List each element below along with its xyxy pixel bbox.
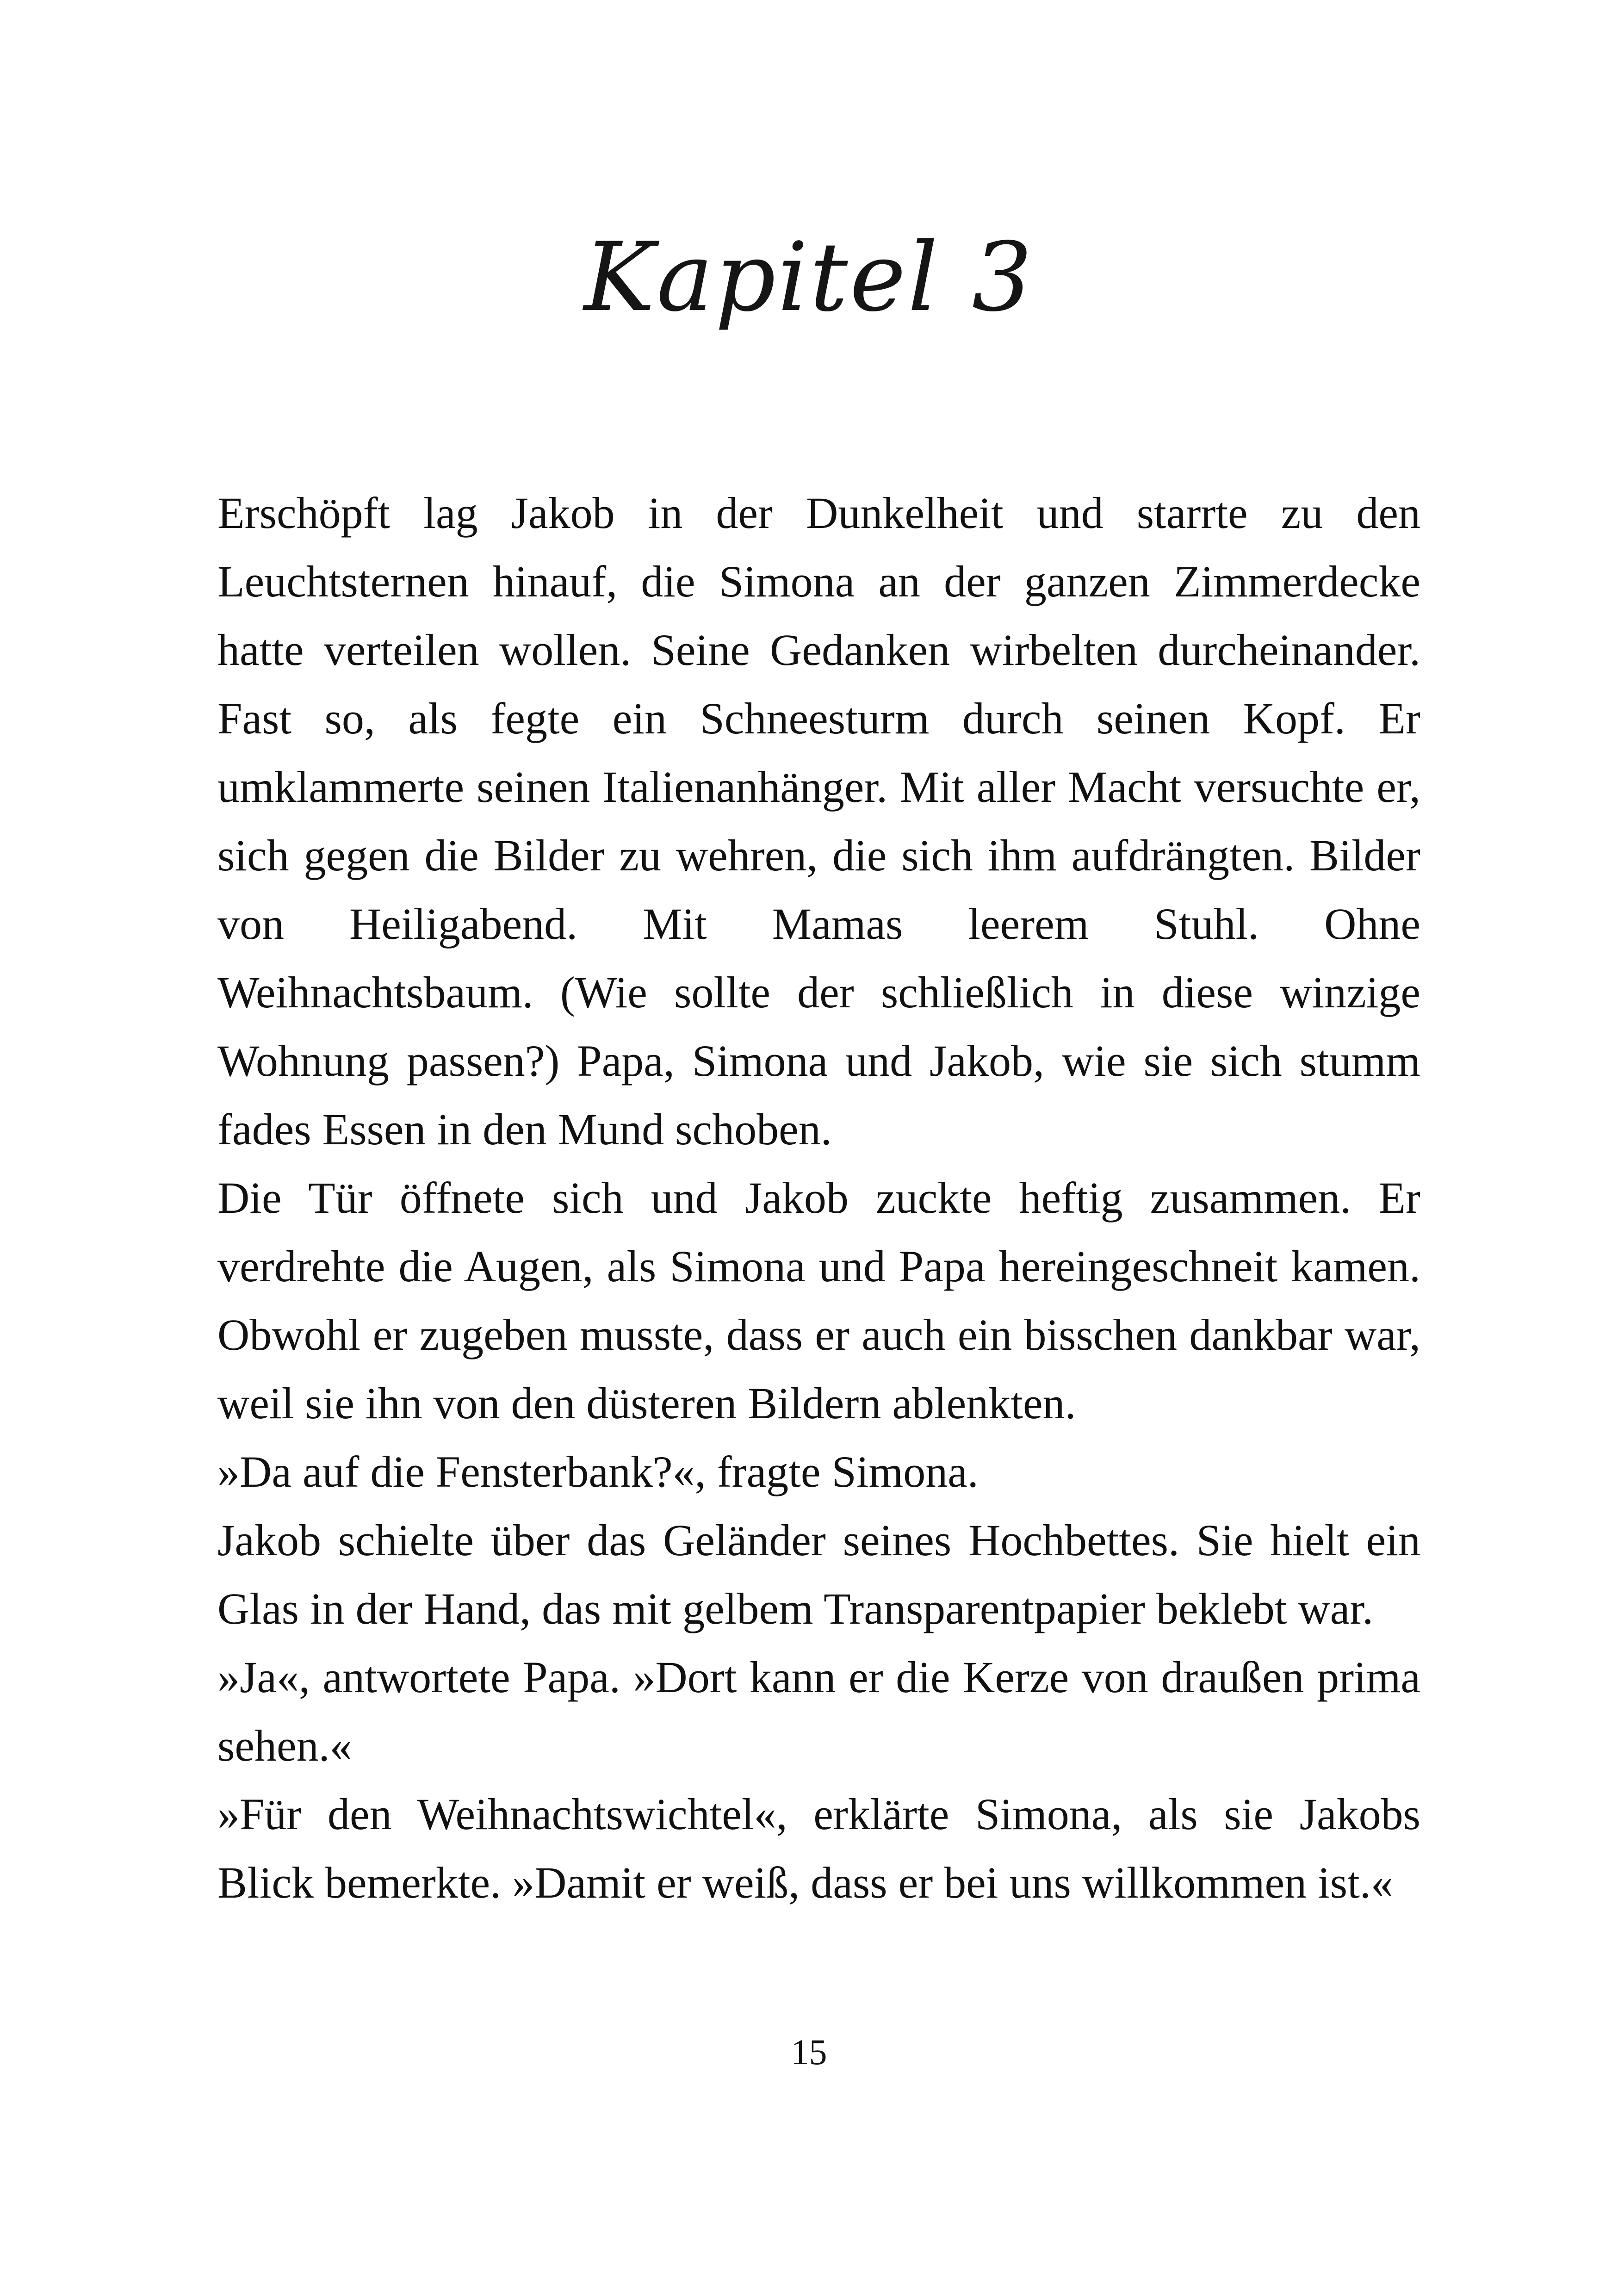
paragraph: Die Tür öffnete sich und Jakob zuckte heftig zusammen. Er verdrehte die Augen, als Simona und Papa hereingeschneit kamen. Obwohl er zugeben musste, dass er auch ein bisschen dankbar war, weil sie ihn von den düsteren Bildern ablenkten. [217, 1173, 1420, 1428]
chapter-title: Kapitel 3 [583, 223, 1034, 333]
paragraph: »Ja«, antwortete Papa. »Dort kann er die Kerze von draußen prima sehen.« [217, 1652, 1420, 1770]
paragraph: »Da auf die Fensterbank?«, fragte Simona. [217, 1447, 979, 1496]
paragraph: Jakob schielte über das Geländer seines Hochbettes. Sie hielt ein Glas in der Hand, das mit gelbem Transparentpapier beklebt war. [217, 1515, 1420, 1633]
chapter-body [217, 479, 1420, 1917]
page-number: 15 [791, 2032, 827, 2072]
paragraph: Erschöpft lag Jakob in der Dunkelheit und starrte zu den Leuchtsternen hinauf, die Simona an der ganzen Zimmerdecke hatte verteilen wollen. Seine Gedanken wirbelten durcheinander. Fast so, als fegte ein Schneesturm durch seinen Kopf. Er umklammerte seinen Italienanhänger. Mit aller Macht versuchte er, sich gegen die Bilder zu wehren, die sich ihm aufdrängten. Bilder von Heiligabend. Mit Mamas leerem Stuhl. Ohne Weihnachtsbaum. (Wie sollte der schließlich in diese winzige Wohnung passen?) Papa, Simona und Jakob, wie sie sich stumm fades Essen in den Mund schoben. [217, 488, 1420, 1154]
paragraph: »Für den Weihnachtswichtel«, erklärte Simona, als sie Jakobs Blick bemerkte. »Damit er weiß, dass er bei uns willkommen ist.« [217, 1789, 1420, 1907]
